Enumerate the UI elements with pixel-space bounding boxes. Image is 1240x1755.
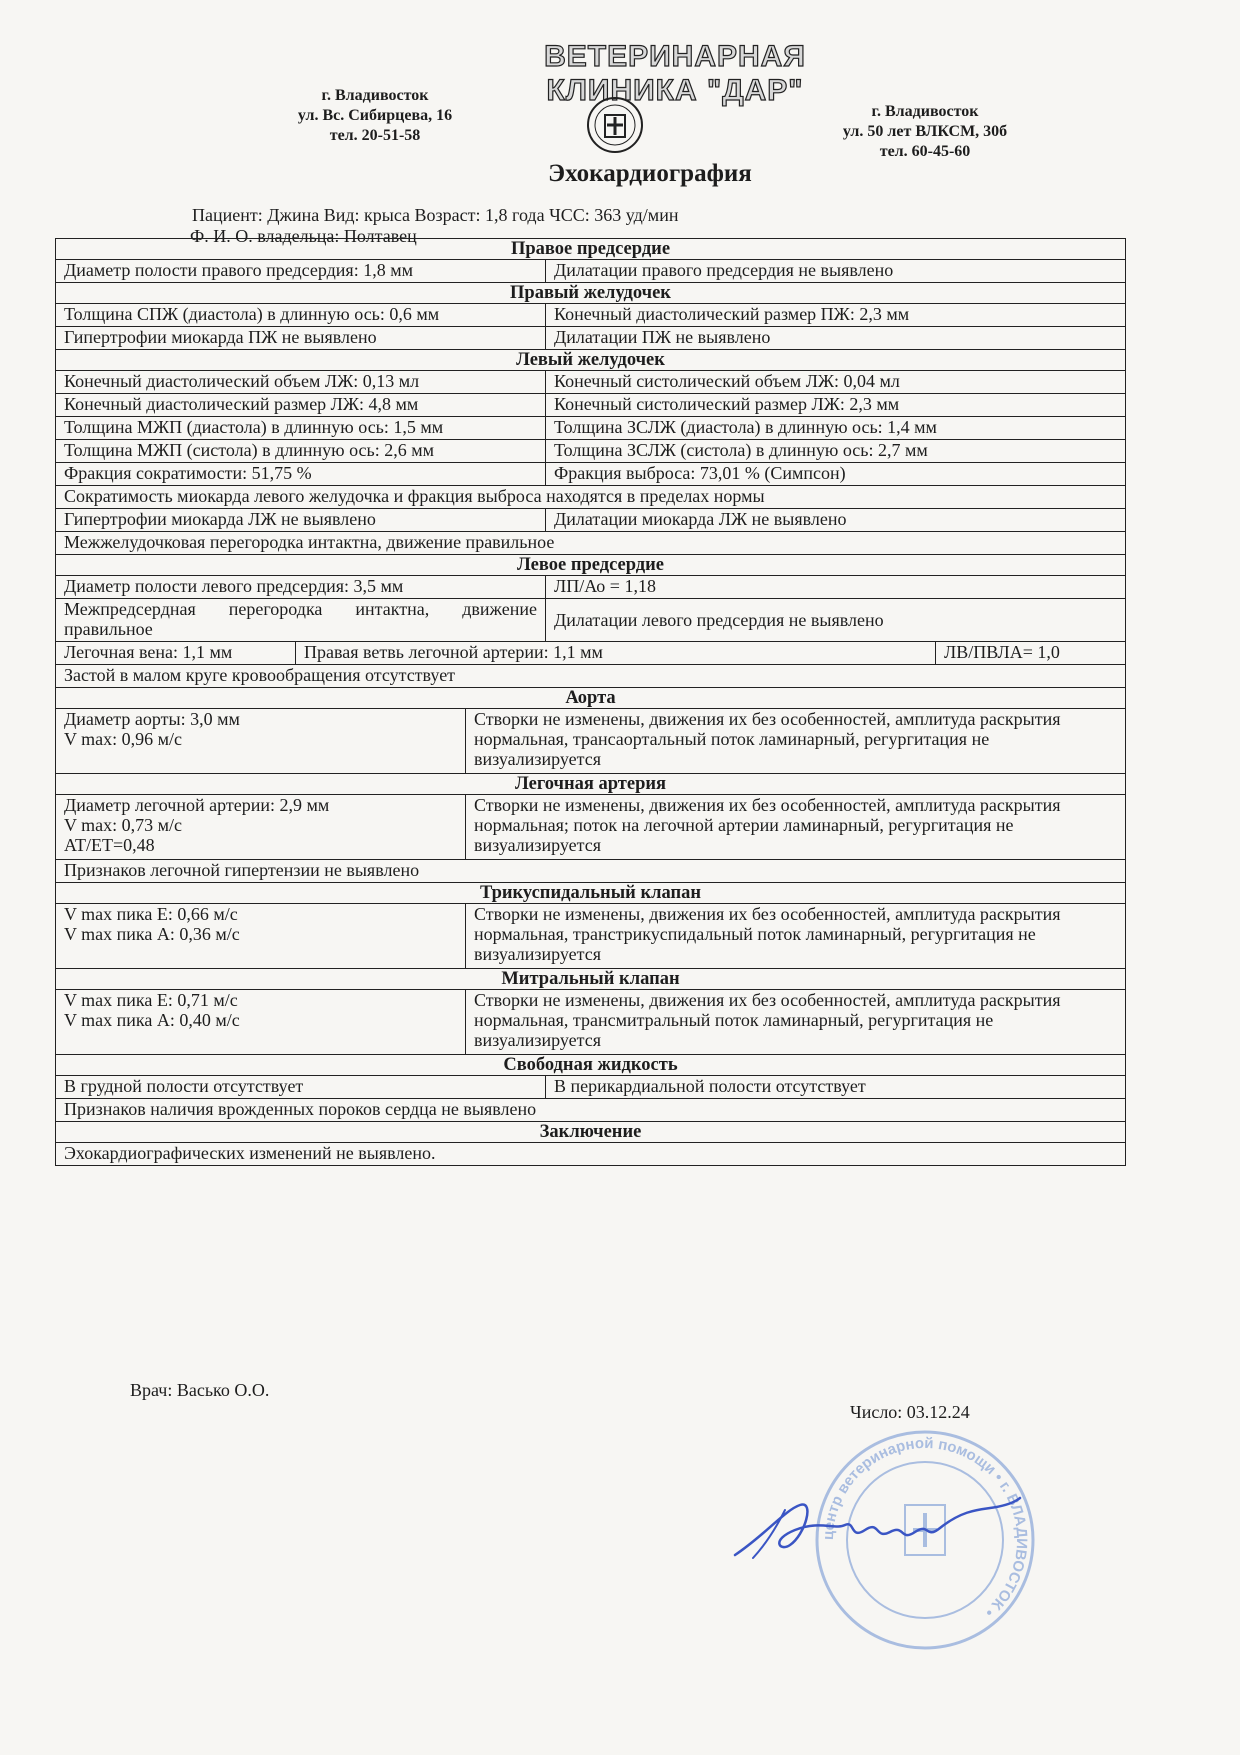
thoracic-fluid: В грудной полости отсутствует: [56, 1076, 546, 1099]
tricuspid-e-peak: V max пика E: 0,66 м/с: [64, 904, 238, 924]
section-title-mitral: Митральный клапан: [56, 969, 1126, 990]
pa-diameter: Диаметр легочной артерии: 2,9 мм: [64, 795, 330, 815]
aorta-vmax: V max: 0,96 м/с: [64, 729, 183, 749]
doctor-signature-icon: [725, 1480, 1025, 1570]
pa-vmax: V max: 0,73 м/с: [64, 815, 183, 835]
ejection-fraction: Фракция выброса: 73,01 % (Симпсон): [546, 463, 1126, 486]
address-right: [815, 102, 1035, 162]
section-title-conclusion: Заключение: [56, 1122, 1126, 1143]
owner-info: Ф. И. О. владельца: Полтавец: [190, 226, 417, 246]
lv-esv: Конечный систолический объем ЛЖ: 0,04 мл: [546, 371, 1126, 394]
clinic-logo-icon: [585, 95, 645, 155]
section-title-left-ventricle: Левый желудочек: [56, 350, 1126, 371]
pericardial-fluid: В перикардиальной полости отсутствует: [546, 1076, 1126, 1099]
lv-edd: Конечный диастолический размер ЛЖ: 4,8 мм: [56, 394, 546, 417]
la-ao-ratio: ЛП/Ао = 1,18: [546, 576, 1126, 599]
section-title-aorta: Аорта: [56, 688, 1126, 709]
lv-esd: Конечный систолический размер ЛЖ: 2,3 мм: [546, 394, 1126, 417]
right-pa-branch: Правая ветвь легочной артерии: 1,1 мм: [296, 642, 936, 665]
patient-info: Пациент: Джина Вид: крыса Возраст: 1,8 года ЧСС: 363 уд/мин: [192, 205, 679, 225]
lv-hypertrophy: Гипертрофии миокарда ЛЖ не выявлено: [56, 509, 546, 532]
section-title-right-ventricle: Правый желудочек: [56, 283, 1126, 304]
aorta-diameter: Диаметр аорты: 3,0 мм: [64, 709, 240, 729]
section-title-tricuspid: Трикуспидальный клапан: [56, 883, 1126, 904]
pulmonary-vein: Легочная вена: 1,1 мм: [56, 642, 296, 665]
lv-dilation: Дилатации миокарда ЛЖ не выявлено: [546, 509, 1126, 532]
ra-dilation: Дилатации правого предсердия не выявлено: [546, 260, 1126, 283]
aorta-valve-description: Створки не изменены, движения их без особенностей, амплитуда раскрытия нормальная, трансаортальный поток ламинарный, регургитация не визуализируется: [466, 709, 1126, 774]
congenital-defects-note: Признаков наличия врожденных пороков сердца не выявлено: [56, 1099, 1126, 1122]
address-right-street: ул. 50 лет ВЛКСМ, 30б: [842, 123, 1008, 140]
tricuspid-valve-description: Створки не изменены, движения их без особенностей, амплитуда раскрытия нормальная, транстрикуспидальный поток ламинарный, регургитация не визуализируется: [466, 904, 1126, 969]
lvpw-diastole: Толщина ЗСЛЖ (диастола) в длинную ось: 1,4 мм: [546, 417, 1126, 440]
section-title-pulmonary-artery: Легочная артерия: [56, 774, 1126, 795]
section-title-free-fluid: Свободная жидкость: [56, 1055, 1126, 1076]
mitral-e-peak: V max пика E: 0,71 м/с: [64, 990, 238, 1010]
address-left-phone: тел. 20-51-58: [329, 127, 421, 144]
clinic-name: ВЕТЕРИНАРНАЯ КЛИНИКА "ДАР": [544, 40, 806, 107]
ra-diameter: Диаметр полости правого предсердия: 1,8 мм: [56, 260, 546, 283]
echo-report-table: [55, 238, 1126, 1166]
pa-valve-description: Створки не изменены, движения их без особенностей, амплитуда раскрытия нормальная; поток на легочной артерии ламинарный, регургитация не визуализируется: [466, 795, 1126, 860]
ias-note: Межпредсердная перегородка интактна, движение правильное: [56, 599, 546, 642]
address-left: [265, 86, 485, 146]
address-right-phone: тел. 60-45-60: [879, 143, 971, 160]
fractional-shortening: Фракция сократимости: 51,75 %: [56, 463, 546, 486]
ivs-diastole: Толщина МЖП (диастола) в длинную ось: 1,5 мм: [56, 417, 546, 440]
conclusion-text: Эхокардиографических изменений не выявлено.: [56, 1143, 1126, 1166]
ivs-systole: Толщина МЖП (систола) в длинную ось: 2,6 мм: [56, 440, 546, 463]
tricuspid-measurements: [56, 904, 466, 969]
address-right-city: г. Владивосток: [871, 103, 979, 120]
doctor-name: Врач: Васько О.О.: [130, 1380, 270, 1400]
pulmonary-congestion-note: Застой в малом круге кровообращения отсутствует: [56, 665, 1126, 688]
address-left-city: г. Владивосток: [321, 87, 429, 104]
pulmonary-hypertension-note: Признаков легочной гипертензии не выявлено: [56, 860, 1126, 883]
lvpw-systole: Толщина ЗСЛЖ (систола) в длинную ось: 2,7 мм: [546, 440, 1126, 463]
la-diameter: Диаметр полости левого предсердия: 3,5 мм: [56, 576, 546, 599]
document-title: Эхокардиография: [548, 160, 752, 187]
ivs-note: Межжелудочковая перегородка интактна, движение правильное: [56, 532, 1126, 555]
stamp-ring-text: центр ветеринарной помощи • г. ВЛАДИВОСТОК •: [819, 1434, 1031, 1621]
pv-rpa-ratio: ЛВ/ПВЛА= 1,0: [936, 642, 1126, 665]
rv-wall-thickness: Толщина СПЖ (диастола) в длинную ось: 0,6 мм: [56, 304, 546, 327]
section-title-left-atrium: Левое предсердие: [56, 555, 1126, 576]
rv-end-diastolic-size: Конечный диастолический размер ПЖ: 2,3 мм: [546, 304, 1126, 327]
pa-at-et: AT/ET=0,48: [64, 835, 155, 855]
pa-measurements: [56, 795, 466, 860]
mitral-measurements: [56, 990, 466, 1055]
aorta-measurements: [56, 709, 466, 774]
section-title-right-atrium: Правое предсердие: [56, 239, 1126, 260]
address-left-street: ул. Вс. Сибирцева, 16: [297, 107, 453, 124]
lv-edv: Конечный диастолический объем ЛЖ: 0,13 мл: [56, 371, 546, 394]
mitral-valve-description: Створки не изменены, движения их без особенностей, амплитуда раскрытия нормальная, трансмитральный поток ламинарный, регургитация не визуализируется: [466, 990, 1126, 1055]
report-date: Число: 03.12.24: [850, 1402, 970, 1422]
la-dilation: Дилатации левого предсердия не выявлено: [546, 599, 1126, 642]
lv-contractility-note: Сократимость миокарда левого желудочка и фракция выброса находятся в пределах нормы: [56, 486, 1126, 509]
rv-dilation: Дилатации ПЖ не выявлено: [546, 327, 1126, 350]
tricuspid-a-peak: V max пика A: 0,36 м/с: [64, 924, 240, 944]
mitral-a-peak: V max пика A: 0,40 м/с: [64, 1010, 240, 1030]
rv-hypertrophy: Гипертрофии миокарда ПЖ не выявлено: [56, 327, 546, 350]
